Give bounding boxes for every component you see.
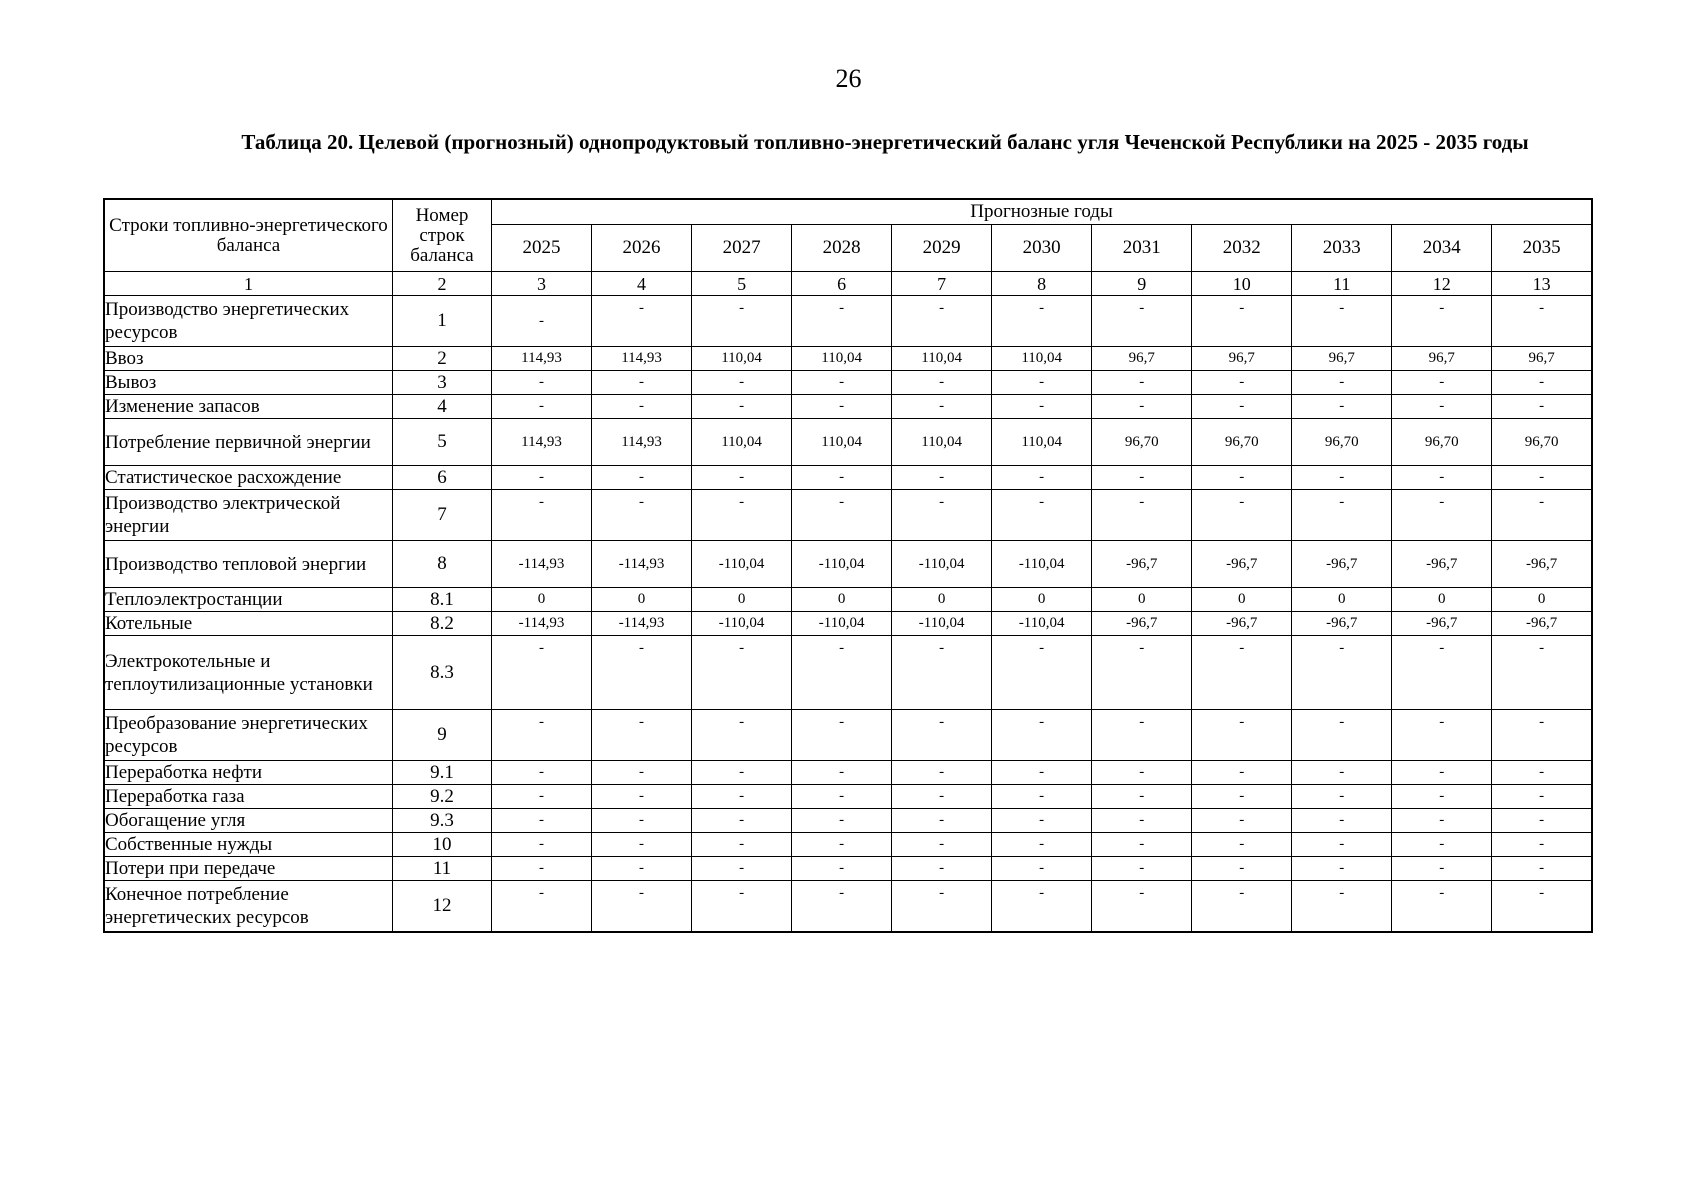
value-cell: - (1392, 466, 1492, 490)
row-name: Преобразование энергетических ресурсов (104, 710, 393, 761)
row-number: 5 (393, 419, 492, 466)
value-cell: - (592, 466, 692, 490)
table-row (104, 710, 1592, 761)
row-number: 2 (393, 347, 492, 371)
value-cell: - (692, 833, 792, 857)
value-cell: - (892, 636, 992, 710)
value-cell: - (1292, 833, 1392, 857)
row-number: 8 (393, 541, 492, 588)
value-cell: - (1092, 395, 1192, 419)
value-cell: - (592, 636, 692, 710)
table-row (104, 541, 1592, 588)
value-cell: - (792, 490, 892, 541)
value-cell: - (592, 833, 692, 857)
value-cell: - (1492, 710, 1592, 761)
value-cell: - (992, 395, 1092, 419)
value-cell: - (892, 395, 992, 419)
value-cell: -110,04 (792, 541, 892, 588)
value-cell: - (992, 296, 1092, 347)
value-cell: - (692, 466, 792, 490)
value-cell: 0 (992, 588, 1092, 612)
value-cell: - (592, 371, 692, 395)
header-year: 2025 (492, 225, 592, 272)
row-number: 12 (393, 881, 492, 933)
row-number: 11 (393, 857, 492, 881)
column-index-cell: 10 (1192, 272, 1292, 296)
value-cell: 110,04 (892, 419, 992, 466)
value-cell: - (792, 636, 892, 710)
header-year: 2028 (792, 225, 892, 272)
table-row (104, 785, 1592, 809)
value-cell: -96,7 (1092, 612, 1192, 636)
value-cell: - (492, 785, 592, 809)
row-number: 8.1 (393, 588, 492, 612)
value-cell: 96,7 (1092, 347, 1192, 371)
value-cell: - (892, 881, 992, 933)
value-cell: - (1192, 296, 1292, 347)
value-cell: - (1092, 785, 1192, 809)
value-cell: - (1292, 490, 1392, 541)
value-cell: 96,7 (1492, 347, 1592, 371)
row-number: 4 (393, 395, 492, 419)
row-name: Котельные (104, 612, 393, 636)
table-row (104, 466, 1592, 490)
row-name: Переработка нефти (104, 761, 393, 785)
row-name: Производство энергетических ресурсов (104, 296, 393, 347)
value-cell: 114,93 (492, 347, 592, 371)
value-cell: - (492, 833, 592, 857)
value-cell: - (1092, 881, 1192, 933)
row-number: 1 (393, 296, 492, 347)
value-cell: - (592, 710, 692, 761)
value-cell: 110,04 (992, 419, 1092, 466)
row-name: Вывоз (104, 371, 393, 395)
value-cell: 114,93 (592, 347, 692, 371)
table-row (104, 612, 1592, 636)
value-cell: -96,7 (1092, 541, 1192, 588)
value-cell: - (1192, 710, 1292, 761)
table-row (104, 371, 1592, 395)
value-cell: - (492, 296, 592, 347)
value-cell: 0 (1392, 588, 1492, 612)
value-cell: - (992, 809, 1092, 833)
value-cell: - (592, 881, 692, 933)
value-cell: -114,93 (492, 541, 592, 588)
value-cell: - (1192, 833, 1292, 857)
row-name: Собственные нужды (104, 833, 393, 857)
value-cell: 96,70 (1092, 419, 1192, 466)
value-cell: - (992, 857, 1092, 881)
value-cell: 96,70 (1192, 419, 1292, 466)
row-number: 9.1 (393, 761, 492, 785)
column-index-cell: 13 (1492, 272, 1592, 296)
value-cell: - (792, 296, 892, 347)
header-year: 2026 (592, 225, 692, 272)
column-index-cell: 12 (1392, 272, 1492, 296)
column-index-cell: 3 (492, 272, 592, 296)
value-cell: - (492, 710, 592, 761)
value-cell: - (1092, 466, 1192, 490)
value-cell: - (1292, 710, 1392, 761)
value-cell: 96,70 (1392, 419, 1492, 466)
value-cell: -96,7 (1292, 541, 1392, 588)
value-cell: 0 (492, 588, 592, 612)
value-cell: - (1292, 857, 1392, 881)
value-cell: -96,7 (1392, 541, 1492, 588)
value-cell: - (1492, 785, 1592, 809)
value-cell: 110,04 (992, 347, 1092, 371)
value-cell: - (1292, 296, 1392, 347)
value-cell: - (992, 785, 1092, 809)
value-cell: - (1192, 371, 1292, 395)
value-cell: - (492, 881, 592, 933)
value-cell: - (1392, 395, 1492, 419)
header-row-name: Строки топливно-энергетического баланса (104, 199, 393, 272)
page-number: 26 (835, 64, 862, 93)
value-cell: - (1092, 296, 1192, 347)
value-cell: - (1192, 395, 1292, 419)
value-cell: - (1392, 761, 1492, 785)
value-cell: - (992, 833, 1092, 857)
value-cell: -110,04 (992, 612, 1092, 636)
value-cell: - (992, 371, 1092, 395)
value-cell: - (492, 395, 592, 419)
column-index-cell: 2 (393, 272, 492, 296)
value-cell: - (1292, 395, 1392, 419)
value-cell: - (1492, 371, 1592, 395)
row-number: 8.2 (393, 612, 492, 636)
value-cell: - (892, 761, 992, 785)
value-cell: 0 (1192, 588, 1292, 612)
value-cell: - (1192, 857, 1292, 881)
header-year: 2033 (1292, 225, 1392, 272)
value-cell: - (592, 857, 692, 881)
value-cell: 96,70 (1492, 419, 1592, 466)
value-cell: - (892, 710, 992, 761)
header-year: 2030 (992, 225, 1092, 272)
value-cell: - (892, 809, 992, 833)
value-cell: - (1392, 881, 1492, 933)
value-cell: -96,7 (1492, 612, 1592, 636)
table-row (104, 881, 1592, 933)
column-index-cell: 4 (592, 272, 692, 296)
value-cell: - (492, 857, 592, 881)
value-cell: - (792, 395, 892, 419)
value-cell: - (1392, 857, 1492, 881)
value-cell: - (1292, 785, 1392, 809)
column-index-cell: 8 (992, 272, 1092, 296)
value-cell: - (1492, 636, 1592, 710)
value-cell: - (792, 785, 892, 809)
row-name: Ввоз (104, 347, 393, 371)
value-cell: 0 (1092, 588, 1192, 612)
value-cell: - (492, 466, 592, 490)
value-cell: - (792, 371, 892, 395)
table-row (104, 419, 1592, 466)
column-index-cell: 1 (104, 272, 393, 296)
value-cell: 0 (792, 588, 892, 612)
header-year: 2032 (1192, 225, 1292, 272)
value-cell: - (692, 785, 792, 809)
value-cell: - (1392, 833, 1492, 857)
table-row (104, 296, 1592, 347)
value-cell: -110,04 (792, 612, 892, 636)
row-name: Обогащение угля (104, 809, 393, 833)
value-cell: - (692, 809, 792, 833)
value-cell: - (592, 761, 692, 785)
value-cell: 96,7 (1192, 347, 1292, 371)
header-year: 2035 (1492, 225, 1592, 272)
row-name: Переработка газа (104, 785, 393, 809)
value-cell: - (792, 710, 892, 761)
row-number: 9 (393, 710, 492, 761)
header-year: 2034 (1392, 225, 1492, 272)
value-cell: - (1392, 371, 1492, 395)
value-cell: - (1092, 636, 1192, 710)
value-cell: -114,93 (492, 612, 592, 636)
value-cell: - (1492, 466, 1592, 490)
column-index-cell: 6 (792, 272, 892, 296)
value-cell: - (1092, 857, 1192, 881)
value-cell: - (1392, 809, 1492, 833)
value-cell: - (892, 296, 992, 347)
value-cell: - (592, 490, 692, 541)
value-cell: - (792, 809, 892, 833)
value-cell: -96,7 (1492, 541, 1592, 588)
value-cell: - (1392, 710, 1492, 761)
value-cell: 0 (692, 588, 792, 612)
row-number: 10 (393, 833, 492, 857)
value-cell: -96,7 (1292, 612, 1392, 636)
header-year: 2029 (892, 225, 992, 272)
value-cell: - (1292, 809, 1392, 833)
value-cell: 110,04 (792, 419, 892, 466)
value-cell: 0 (1492, 588, 1592, 612)
value-cell: - (1392, 490, 1492, 541)
header-year: 2031 (1092, 225, 1192, 272)
value-cell: - (792, 761, 892, 785)
value-cell: - (1392, 785, 1492, 809)
value-cell: - (692, 371, 792, 395)
value-cell: - (692, 636, 792, 710)
value-cell: - (1192, 466, 1292, 490)
value-cell: -114,93 (592, 541, 692, 588)
value-cell: - (992, 636, 1092, 710)
value-cell: - (1092, 490, 1192, 541)
value-cell: - (1292, 371, 1392, 395)
column-index-row (104, 272, 1592, 296)
value-cell: - (1392, 296, 1492, 347)
table-body (104, 272, 1592, 933)
value-cell: - (1492, 395, 1592, 419)
column-index-cell: 11 (1292, 272, 1392, 296)
value-cell: - (1492, 809, 1592, 833)
table-header (104, 199, 1592, 272)
column-index-cell: 5 (692, 272, 792, 296)
value-cell: - (1492, 833, 1592, 857)
value-cell: -96,7 (1192, 612, 1292, 636)
value-cell: - (1092, 809, 1192, 833)
value-cell: - (1192, 881, 1292, 933)
row-name: Потери при передаче (104, 857, 393, 881)
header-year: 2027 (692, 225, 792, 272)
value-cell: - (692, 857, 792, 881)
value-cell: - (592, 785, 692, 809)
value-cell: - (492, 809, 592, 833)
value-cell: -114,93 (592, 612, 692, 636)
row-name: Конечное потребление энергетических ресурсов (104, 881, 393, 933)
value-cell: - (992, 466, 1092, 490)
value-cell: - (892, 785, 992, 809)
value-cell: 114,93 (592, 419, 692, 466)
row-number: 9.2 (393, 785, 492, 809)
value-cell: 0 (892, 588, 992, 612)
value-cell: - (1192, 490, 1292, 541)
row-name: Электрокотельные и теплоутилизационные установки (104, 636, 393, 710)
header-row-number: Номер строк баланса (393, 199, 492, 272)
value-cell: 96,70 (1292, 419, 1392, 466)
value-cell: - (492, 371, 592, 395)
value-cell: - (992, 761, 1092, 785)
value-cell: - (492, 636, 592, 710)
value-cell: - (1092, 833, 1192, 857)
value-cell: 0 (592, 588, 692, 612)
row-name: Изменение запасов (104, 395, 393, 419)
value-cell: - (1492, 881, 1592, 933)
value-cell: -110,04 (892, 541, 992, 588)
value-cell: - (1192, 761, 1292, 785)
value-cell: - (1092, 371, 1192, 395)
value-cell: - (1492, 490, 1592, 541)
value-cell: - (1092, 761, 1192, 785)
value-cell: - (992, 710, 1092, 761)
value-cell: 96,7 (1392, 347, 1492, 371)
value-cell: - (892, 857, 992, 881)
value-cell: - (792, 833, 892, 857)
value-cell: -110,04 (692, 612, 792, 636)
table-row (104, 636, 1592, 710)
value-cell: - (1492, 761, 1592, 785)
row-name: Статистическое расхождение (104, 466, 393, 490)
value-cell: - (792, 857, 892, 881)
value-cell: -110,04 (992, 541, 1092, 588)
value-cell: - (1392, 636, 1492, 710)
row-number: 7 (393, 490, 492, 541)
column-index-cell: 9 (1092, 272, 1192, 296)
value-cell: - (692, 490, 792, 541)
table-row (104, 761, 1592, 785)
header-forecast-years: Прогнозные годы (492, 199, 1593, 225)
value-cell: - (1292, 881, 1392, 933)
value-cell: - (892, 490, 992, 541)
table-row (104, 833, 1592, 857)
value-cell: 110,04 (692, 347, 792, 371)
value-cell: 110,04 (892, 347, 992, 371)
value-cell: - (492, 490, 592, 541)
value-cell: - (1192, 636, 1292, 710)
row-name: Потребление первичной энергии (104, 419, 393, 466)
value-cell: - (592, 395, 692, 419)
row-number: 8.3 (393, 636, 492, 710)
table-row (104, 490, 1592, 541)
table-row (104, 857, 1592, 881)
value-cell: 110,04 (692, 419, 792, 466)
value-cell: - (692, 296, 792, 347)
value-cell: - (1192, 785, 1292, 809)
row-number: 9.3 (393, 809, 492, 833)
value-cell: - (1292, 636, 1392, 710)
value-cell: - (1492, 296, 1592, 347)
value-cell: - (1492, 857, 1592, 881)
value-cell: - (1292, 761, 1392, 785)
row-name: Теплоэлектростанции (104, 588, 393, 612)
row-name: Производство тепловой энергии (104, 541, 393, 588)
value-cell: - (692, 710, 792, 761)
value-cell: -110,04 (692, 541, 792, 588)
value-cell: - (592, 809, 692, 833)
table-row (104, 347, 1592, 371)
value-cell: - (792, 881, 892, 933)
value-cell: - (892, 466, 992, 490)
value-cell: 110,04 (792, 347, 892, 371)
value-cell: - (692, 881, 792, 933)
value-cell: 0 (1292, 588, 1392, 612)
column-index-cell: 7 (892, 272, 992, 296)
value-cell: - (1192, 809, 1292, 833)
value-cell: - (892, 371, 992, 395)
table-title: Таблица 20. Целевой (прогнозный) однопродуктовый топливно-энергетический баланс угля Чеченской Республики на 2025 - 2035 годы (241, 130, 1529, 154)
value-cell: -96,7 (1392, 612, 1492, 636)
value-cell: - (592, 296, 692, 347)
value-cell: 96,7 (1292, 347, 1392, 371)
value-cell: - (692, 395, 792, 419)
value-cell: 114,93 (492, 419, 592, 466)
value-cell: - (892, 833, 992, 857)
row-name: Производство электрической энергии (104, 490, 393, 541)
balance-table (103, 198, 1593, 933)
value-cell: - (492, 761, 592, 785)
row-number: 6 (393, 466, 492, 490)
value-cell: - (1092, 710, 1192, 761)
row-number: 3 (393, 371, 492, 395)
value-cell: - (692, 761, 792, 785)
value-cell: - (1292, 466, 1392, 490)
value-cell: - (992, 881, 1092, 933)
table-row (104, 588, 1592, 612)
table-row (104, 809, 1592, 833)
value-cell: - (992, 490, 1092, 541)
value-cell: -96,7 (1192, 541, 1292, 588)
value-cell: - (792, 466, 892, 490)
value-cell: -110,04 (892, 612, 992, 636)
table-row (104, 395, 1592, 419)
